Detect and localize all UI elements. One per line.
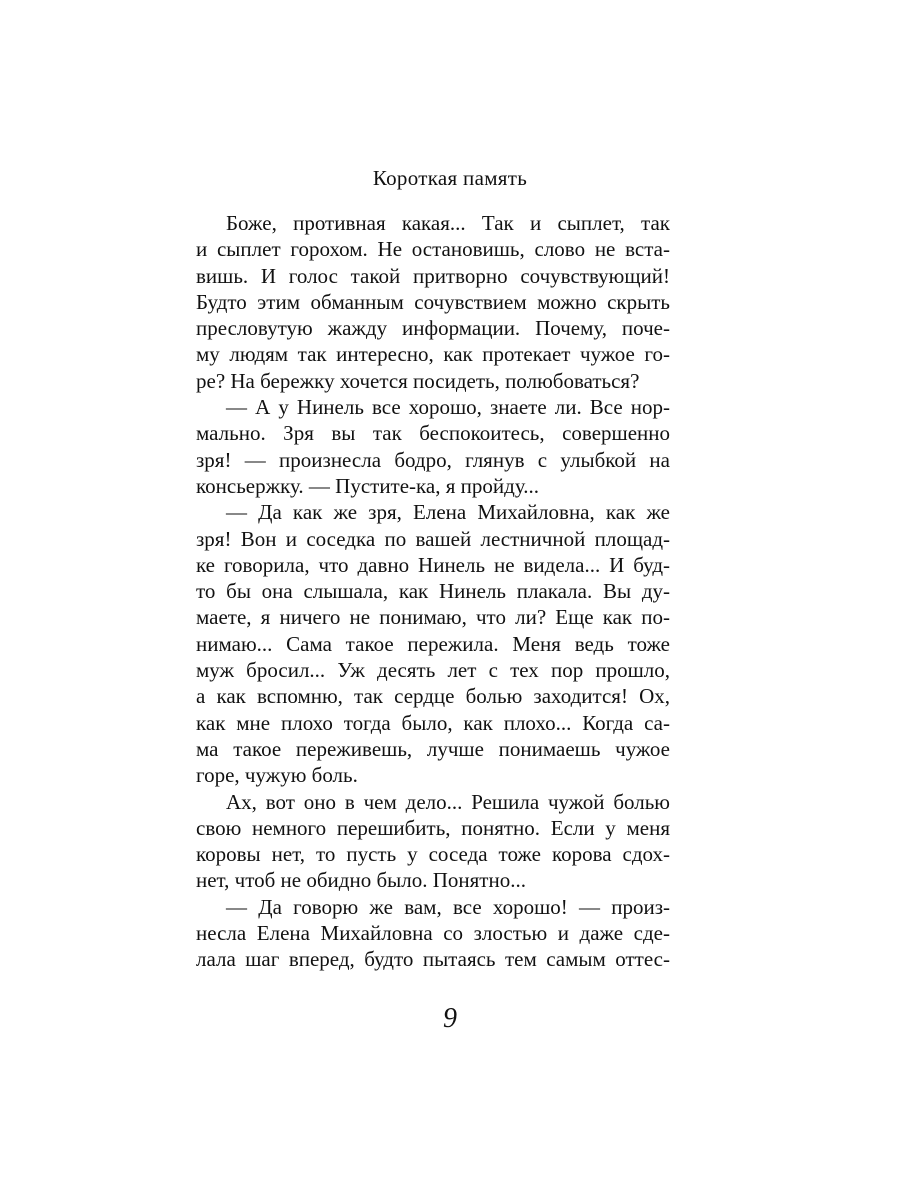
text-line: зря! — произнесла бодро, глянув с улыбкой на (196, 447, 670, 472)
text-line: Боже, противная какая... Так и сыплет, так (226, 211, 670, 235)
text-line: — А у Нинель все хорошо, знаете ли. Все нор- (226, 395, 670, 420)
text-line: ке говорила, что давно Нинель не видела... И буд- (196, 552, 670, 577)
text-line: лала шаг вперед, будто пытаясь тем самым оттес- (196, 947, 670, 972)
text-line: мально. Зря вы так беспокоитесь, совершенно (196, 421, 670, 446)
text-line: горе, чужую боль. (196, 763, 358, 788)
text-line: то бы она слышала, как Нинель плакала. Вы ду- (196, 579, 670, 604)
running-header-title: Короткая память (372, 166, 528, 190)
text-line: коровы нет, то пусть у соседа тоже корова сдох- (196, 842, 670, 867)
text-line: пресловутую жажду информации. Почему, поче- (196, 316, 670, 341)
text-line: как мне плохо тогда было, как плохо... Когда са- (196, 710, 670, 735)
page-number: 9 (443, 1003, 457, 1034)
text-line: несла Елена Михайловна со злостью и даже сде- (196, 921, 670, 946)
body-text (196, 210, 670, 973)
text-line: — Да говорю же вам, все хорошо! — произ- (226, 894, 670, 919)
text-line: ре? На бережку хочется посидеть, полюбоваться? (196, 368, 640, 393)
text-line: — Да как же зря, Елена Михайловна, как же (226, 500, 670, 525)
text-line: муж бросил... Уж десять лет с тех пор прошло, (196, 658, 670, 683)
text-line: му людям так интересно, как протекает чужое го- (196, 342, 670, 367)
text-line: и сыплет горохом. Не остановишь, слово не вста- (196, 237, 670, 262)
text-line: вишь. И голос такой притворно сочувствующий! (196, 263, 670, 288)
text-line: ма такое переживешь, лучше понимаешь чужое (196, 736, 670, 761)
text-line: свою немного перешибить, понятно. Если у меня (196, 815, 670, 840)
text-line: зря! Вон и соседка по вашей лестничной площад- (196, 526, 670, 551)
text-line: нимаю... Сама такое пережила. Меня ведь тоже (196, 631, 670, 656)
text-line: консьержку. — Пустите-ка, я пройду... (196, 473, 539, 498)
text-line: маете, я ничего не понимаю, что ли? Еще как по- (196, 605, 670, 630)
text-line: Ах, вот оно в чем дело... Решила чужой болью (226, 789, 670, 814)
text-line: нет, чтоб не обидно было. Понятно... (196, 868, 526, 893)
text-line: Будто этим обманным сочувствием можно скрыть (196, 289, 670, 314)
text-line: а как вспомню, так сердце болью заходится! Ох, (196, 684, 670, 709)
